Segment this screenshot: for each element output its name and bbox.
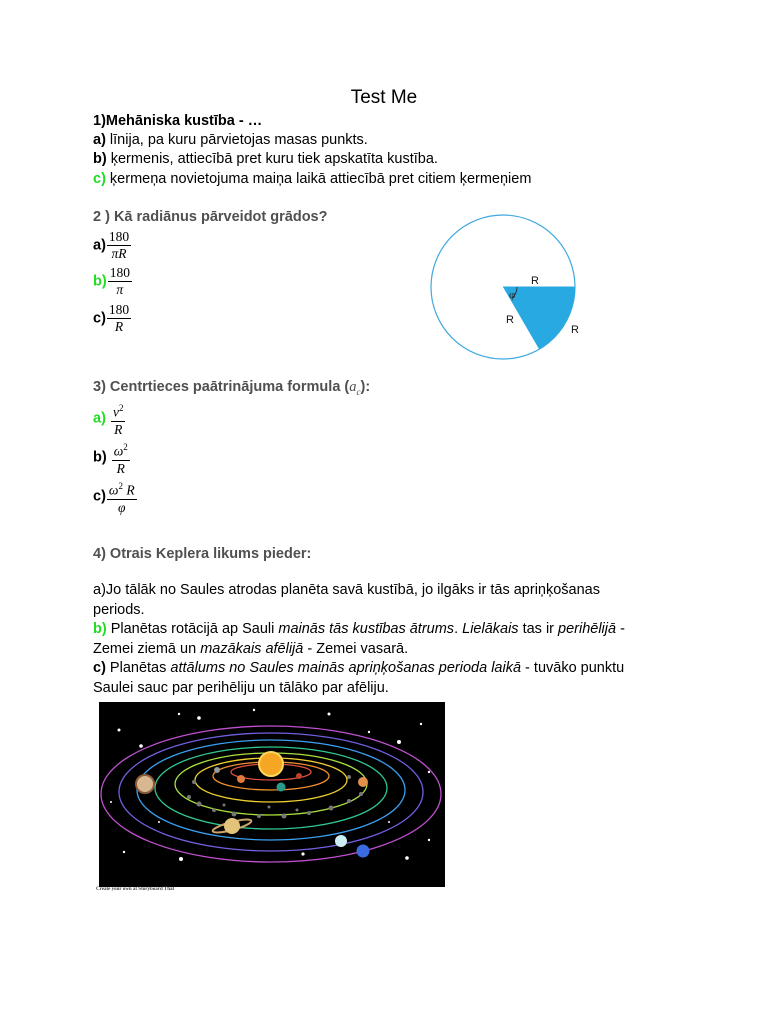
q3-a-num-var: v	[112, 404, 119, 420]
q1-heading: 1)Mehāniska kustība - …	[93, 113, 263, 129]
q3-b-num-var: ω	[113, 443, 124, 459]
q3-c-letter: c)	[93, 488, 106, 505]
page-title: Test Me	[350, 87, 418, 108]
q3-heading-text: 3) Centrtieces paātrinājuma formula (	[93, 379, 350, 395]
q4-b-text7: -	[616, 621, 625, 637]
planet-saturn	[224, 818, 240, 834]
q3-heading-sub: c	[356, 386, 361, 397]
q2-b-letter: b)	[93, 273, 107, 290]
radian-circle-diagram	[425, 212, 585, 362]
q3-c-numerator	[107, 478, 137, 500]
q4-b-letter: b)	[93, 621, 107, 637]
planet-mercury	[214, 767, 220, 773]
sun	[259, 752, 283, 776]
radius-label-right: R	[571, 324, 579, 336]
q4-heading: 4) Otrais Keplera likums pieder:	[93, 546, 312, 562]
q3-b-letter: b)	[93, 449, 107, 466]
q1-c-letter: c)	[93, 171, 106, 187]
q2-a-denominator: πR	[111, 246, 127, 261]
q4-b-l2-text1: Zemei ziemā un	[93, 640, 201, 657]
radius-label-left: R	[506, 314, 514, 326]
q2-c-fraction	[107, 302, 131, 335]
q3-a-denominator: R	[114, 421, 123, 437]
q4-answers	[93, 581, 673, 698]
planet-mars	[296, 773, 302, 779]
q3-c-fraction	[107, 478, 137, 516]
q2-a-letter: a)	[93, 237, 106, 254]
planet-earth	[277, 783, 286, 792]
q2-c-denominator: R	[114, 319, 124, 334]
q3-c-num-exp: 2	[118, 481, 123, 491]
q4-c-letter: c)	[93, 660, 106, 676]
q1-option-b	[93, 150, 438, 168]
q3-option-c	[93, 478, 137, 516]
q1-b-text: ķermenis, attiecībā pret kuru tiek apskatīta kustība.	[106, 151, 438, 167]
q2-c-letter: c)	[93, 310, 106, 327]
planet-neptune	[357, 845, 370, 858]
q3-option-a	[93, 400, 125, 438]
q3-heading	[93, 378, 370, 401]
q3-b-denominator: R	[116, 460, 125, 476]
q2-a-fraction	[107, 229, 131, 262]
q2-b-denominator: π	[116, 282, 124, 297]
planet-venus	[237, 775, 245, 783]
q3-c-denominator: φ	[118, 499, 126, 515]
q2-option-a	[93, 229, 131, 262]
q4-c-line1	[93, 659, 673, 679]
q3-option-b	[93, 439, 130, 477]
q3-heading-variable	[349, 379, 360, 395]
q2-c-numerator: 180	[108, 302, 130, 317]
q4-b-line1	[93, 620, 673, 640]
q4-b-l2-text3: - Zemei vasarā.	[303, 640, 409, 657]
q4-c-line2: Saulei sauc par perihēliju un tālāko par afēliju.	[93, 679, 389, 696]
q1-option-a	[93, 131, 368, 149]
q3-c-num-tail: R	[122, 482, 135, 498]
q2-option-c	[93, 302, 131, 335]
solar-system-image	[99, 702, 445, 887]
q4-b-text2: mainās tās kustības ātrums	[278, 621, 455, 637]
q2-b-fraction	[108, 265, 132, 298]
q3-b-num-exp: 2	[123, 442, 128, 452]
image-caption: Create your own at Storyboard That	[96, 887, 175, 892]
q4-b-text6: perihēlijā	[558, 621, 617, 637]
q1-a-letter: a)	[93, 132, 106, 148]
q4-b-text5: tas ir	[518, 621, 559, 637]
q3-c-num-var: ω	[108, 482, 119, 498]
q3-b-numerator	[112, 439, 130, 461]
q3-heading-var: a	[349, 379, 357, 395]
q1-c-text: ķermeņa novietojuma maiņa laikā attiecībā pret citiem ķermeņiem	[105, 171, 532, 187]
q4-a-line1: a)Jo tālāk no Saules atrodas planēta savā kustībā, jo ilgāks ir tās apriņķošanas	[93, 582, 600, 598]
q1-b-letter: b)	[93, 151, 107, 167]
planet-jupiter	[136, 775, 154, 793]
q3-a-letter: a)	[93, 410, 106, 427]
q4-b-text4: Lielākais	[462, 621, 519, 637]
q2-a-numerator: 180	[108, 229, 130, 244]
q4-c-text3: - tuvāko punktu	[521, 660, 625, 676]
q2-heading: 2 ) Kā radiānus pārveidot grādos?	[93, 209, 328, 225]
q2-b-numerator: 180	[109, 265, 130, 280]
q4-b-line2	[93, 640, 673, 660]
planet-uranus	[335, 835, 347, 847]
q4-b-text3: .	[454, 621, 463, 637]
q2-option-b	[93, 265, 132, 298]
q4-b-l2-text2: mazākais afēlijā	[200, 640, 304, 657]
q3-a-fraction	[111, 400, 126, 438]
angle-label: φ	[509, 289, 516, 301]
q4-b-text1: Planētas rotācijā ap Sauli	[106, 621, 279, 637]
q1-a-text: līnija, pa kuru pārvietojas masas punkts.	[105, 132, 368, 148]
planet-small-orange	[358, 777, 368, 787]
q4-c-text1: Planētas	[105, 660, 171, 676]
radius-label-top: R	[531, 275, 539, 287]
q1-option-c	[93, 170, 531, 188]
q3-heading-end: ):	[360, 379, 371, 395]
q3-a-numerator	[111, 400, 126, 422]
q4-a-line2: periods.	[93, 601, 145, 618]
q3-b-fraction	[112, 439, 130, 477]
space-background	[99, 702, 445, 887]
q4-c-text2: attālums no Saules mainās apriņķošanas perioda laikā	[170, 660, 522, 676]
q3-a-num-exp: 2	[118, 403, 124, 413]
